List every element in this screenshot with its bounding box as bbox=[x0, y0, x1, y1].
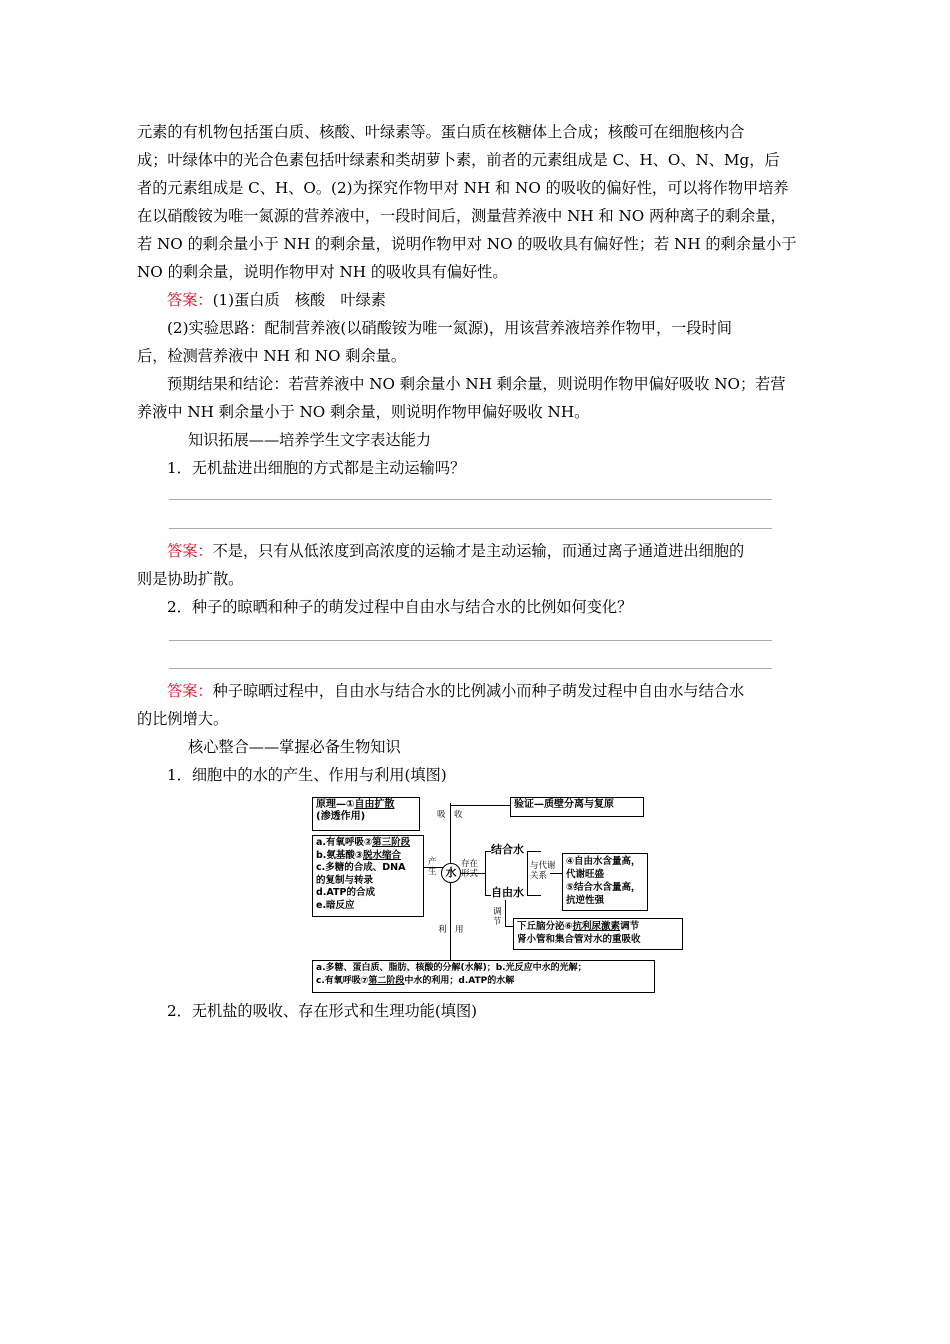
principle-label: 原理—① bbox=[316, 799, 355, 810]
answer-label: 答案： bbox=[167, 682, 213, 700]
connector-line bbox=[527, 851, 541, 852]
section-title: 核心整合——掌握必备生物知识 bbox=[188, 738, 401, 756]
principle-box bbox=[312, 797, 420, 831]
paragraph-line: 若 NO 的剩余量小于 NH 的剩余量，说明作物甲对 NO 的吸收具有偏好性；若 NH 的剩余量小于 bbox=[137, 235, 797, 253]
answer-blank-line bbox=[169, 528, 772, 529]
connector-line bbox=[485, 851, 486, 895]
answer-label: 答案： bbox=[167, 542, 213, 560]
paragraph-line: 在以硝酸铵为唯一氮源的营养液中，一段时间后，测量营养液中 NH 和 NO 两种离子的剩余量， bbox=[137, 207, 786, 225]
regulation-box bbox=[513, 918, 683, 950]
verify-box: 验证—质壁分离与复原 bbox=[510, 797, 644, 817]
production-item: d.ATP的合成 bbox=[316, 887, 375, 898]
question-2: 2．种子的晾晒和种子的萌发过程中自由水与结合水的比例如何变化？ bbox=[167, 598, 633, 616]
production-box bbox=[312, 835, 424, 917]
paragraph-line: 者的元素组成是 C、H、O。(2)为探究作物甲对 NH 和 NO 的吸收的偏好性，可以将作物甲培养 bbox=[137, 179, 789, 197]
answer-line bbox=[167, 680, 744, 702]
production-item: b.氨基酸③ bbox=[316, 849, 363, 861]
water-diagram bbox=[310, 795, 655, 995]
answer-line: 预期结果和结论：若营养液中 NO 剩余量小 NH 剩余量，则说明作物甲偏好吸收 NO；若营 bbox=[167, 375, 786, 393]
exist-form-label: 存在形式 bbox=[461, 859, 479, 879]
paragraph-line: NO 的剩余量，说明作物甲对 NH 的吸收具有偏好性。 bbox=[137, 263, 508, 281]
connector-line bbox=[527, 895, 541, 896]
regulation-item: 下丘脑分泌⑥ bbox=[517, 921, 573, 932]
regulation-item: 调节 bbox=[620, 921, 640, 932]
production-answer: 脱水缩合 bbox=[362, 849, 401, 861]
regulation-answer: 抗利尿激素 bbox=[572, 921, 621, 932]
relation-item: 代谢旺盛 bbox=[566, 869, 605, 880]
connector-line bbox=[450, 803, 451, 963]
answer-text: 种子晾晒过程中，自由水与结合水的比例减小而种子萌发过程中自由水与结合水 bbox=[212, 682, 745, 700]
water-node: 水 bbox=[441, 863, 461, 883]
answer-line bbox=[167, 289, 386, 311]
answer-line: (2)实验思路：配制营养液(以硝酸铵为唯一氮源)，用该营养液培养作物甲，一段时间 bbox=[167, 319, 732, 337]
use-item: 中水的利用；d.ATP的水解 bbox=[404, 976, 515, 986]
connector-line bbox=[527, 851, 528, 895]
use-item: a.多糖、蛋白质、脂肪、核酸的分解(水解)；b.光反应中水的光解； bbox=[316, 963, 587, 973]
principle-answer: 自由扩散 bbox=[354, 799, 395, 810]
answer-line bbox=[167, 540, 744, 562]
relation-item: ⑤结合水含量高， bbox=[566, 882, 641, 893]
answer-text: (1)蛋白质 核酸 叶绿素 bbox=[212, 291, 386, 309]
answer-line: 后，检测营养液中 NH 和 NO 剩余量。 bbox=[137, 347, 407, 365]
connector-line bbox=[450, 805, 510, 806]
use-item: c.有氧呼吸⑦ bbox=[316, 976, 369, 986]
use-label: 利 用 bbox=[438, 925, 464, 935]
answer-line: 的比例增大。 bbox=[137, 710, 229, 728]
answer-blank-line bbox=[169, 668, 772, 669]
use-box bbox=[312, 960, 655, 993]
connector-line bbox=[505, 900, 506, 926]
item-1-title: 1．细胞中的水的产生、作用与利用(填图) bbox=[167, 766, 447, 784]
answer-text: 不是，只有从低浓度到高浓度的运输才是主动运输，而通过离子通道进出细胞的 bbox=[212, 542, 745, 560]
answer-line: 则是协助扩散。 bbox=[137, 570, 244, 588]
paragraph-line: 成；叶绿体中的光合色素包括叶绿素和类胡萝卜素，前者的元素组成是 C、H、O、N、Mg，后 bbox=[137, 151, 780, 169]
production-item: e.暗反应 bbox=[316, 899, 355, 911]
free-water-label: 自由水 bbox=[491, 886, 524, 899]
relation-item: 抗逆性强 bbox=[566, 895, 605, 906]
answer-label: 答案： bbox=[167, 291, 213, 309]
question-1: 1．无机盐进出细胞的方式都是主动运输吗？ bbox=[167, 459, 466, 477]
answer-blank-line bbox=[169, 499, 772, 500]
production-item: 的复制与转录 bbox=[316, 874, 374, 886]
regulation-item: 肾小管和集合管对水的重吸收 bbox=[517, 934, 641, 945]
relation-item: ④自由水含量高， bbox=[566, 856, 641, 867]
production-answer: 第三阶段 bbox=[372, 837, 411, 848]
connector-line bbox=[505, 926, 513, 927]
relation-box bbox=[562, 853, 648, 911]
regulate-label: 调节 bbox=[493, 907, 502, 927]
produce-label: 产生 bbox=[428, 857, 437, 877]
item-2-title: 2．无机盐的吸收、存在形式和生理功能(填图) bbox=[167, 1002, 478, 1020]
production-item: c.多糖的合成、DNA bbox=[316, 862, 406, 873]
absorb-label: 吸 收 bbox=[437, 810, 463, 820]
bound-water-label: 结合水 bbox=[491, 843, 524, 856]
principle-note: (渗透作用) bbox=[316, 811, 366, 822]
use-answer: 第二阶段 bbox=[368, 976, 405, 986]
relation-label: 与代谢关系 bbox=[530, 861, 556, 881]
section-title: 知识拓展——培养学生文字表达能力 bbox=[188, 431, 431, 449]
answer-line: 养液中 NH 剩余量小于 NO 剩余量，则说明作物甲偏好吸收 NH。 bbox=[137, 403, 590, 421]
paragraph-line: 元素的有机物包括蛋白质、核酸、叶绿素等。蛋白质在核糖体上合成；核酸可在细胞核内合 bbox=[137, 123, 745, 141]
answer-blank-line bbox=[169, 640, 772, 641]
production-item: a.有氧呼吸② bbox=[316, 837, 373, 848]
